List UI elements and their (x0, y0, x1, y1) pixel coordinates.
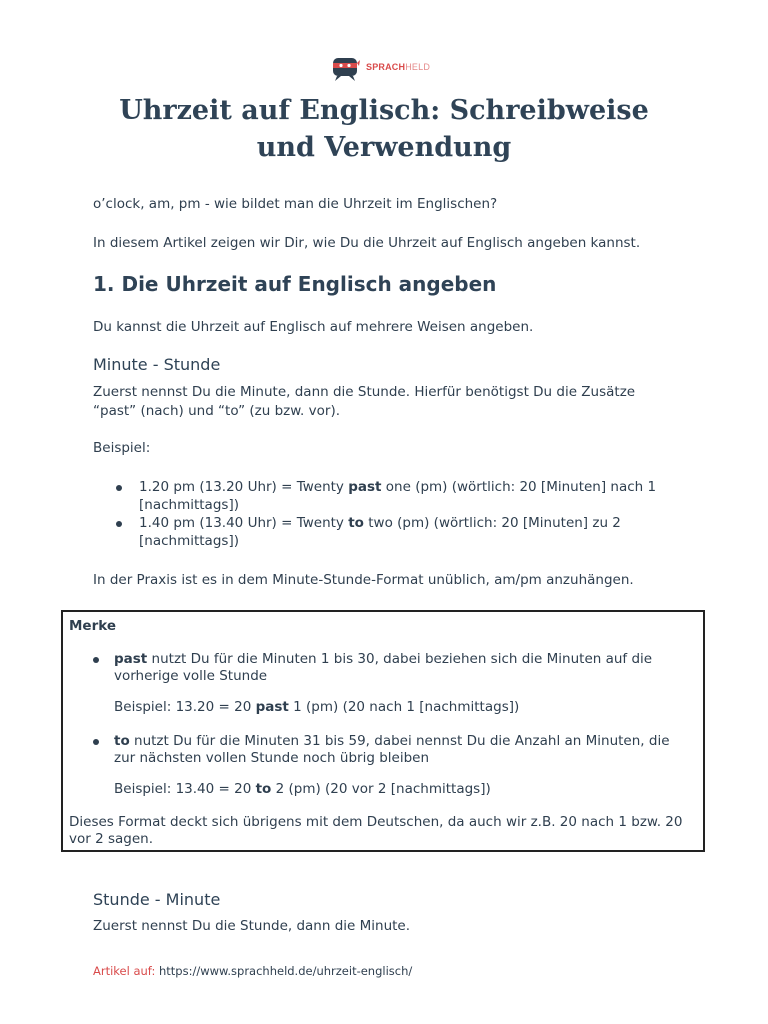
list-item: 1.40 pm (13.40 Uhr) = Twenty to two (pm) (wörtlich: 20 [Minuten] zu 2 [nachmittags]) (93, 514, 699, 550)
section-text: Du kannst die Uhrzeit auf Englisch auf mehrere Weisen angeben. (93, 319, 534, 335)
section-heading: 1. Die Uhrzeit auf Englisch angeben (93, 272, 497, 296)
logo-text: SPRACHHELD (366, 62, 431, 72)
page-title (0, 92, 768, 166)
list-item: 1.20 pm (13.20 Uhr) = Twenty past one (pm) (wörtlich: 20 [Minuten] nach 1 [nachmittags]) (93, 478, 699, 514)
bullet-icon (116, 521, 122, 527)
footer (93, 963, 412, 979)
intro-question: o’clock, am, pm - wie bildet man die Uhrzeit im Englischen? (93, 196, 498, 212)
example-list (93, 478, 699, 550)
explanation-line-1: Zuerst nennst Du die Minute, dann die Stunde. Hierfür benötigst Du die Zusätze (93, 384, 636, 400)
footer-label: Artikel auf: (93, 964, 159, 978)
bullet-icon (93, 657, 99, 663)
stunde-minute-text: Zuerst nennst Du die Stunde, dann die Minute. (93, 918, 411, 934)
merke-example-to: Beispiel: 13.40 = 20 to 2 (pm) (20 vor 2 [nachmittags]) (114, 781, 491, 797)
title-line-1: Uhrzeit auf Englisch: Schreibweise (119, 95, 649, 126)
bullet-icon (93, 739, 99, 745)
footer-link[interactable]: https://www.sprachheld.de/uhrzeit-englisch/ (158, 964, 413, 978)
merke-note: Dieses Format deckt sich übrigens mit dem Deutschen, da auch wir z.B. 20 nach 1 bzw. 20 vor 2 sagen. (69, 814, 683, 847)
sprachheld-logo (330, 52, 430, 82)
explanation-line-2: “past” (nach) und “to” (zu bzw. vor). (93, 403, 341, 419)
merke-bullet-past: past nutzt Du für die Minuten 1 bis 30, dabei beziehen sich die Minuten auf die vorherige volle Stunde (114, 651, 653, 684)
beispiel-label: Beispiel: (93, 440, 151, 456)
intro-text: In diesem Artikel zeigen wir Dir, wie Du die Uhrzeit auf Englisch angeben kannst. (93, 235, 641, 251)
title-line-2: und Verwendung (256, 132, 512, 163)
bullet-icon (116, 485, 122, 491)
merke-title: Merke (69, 618, 117, 634)
merke-bullet-to: to nutzt Du für die Minuten 31 bis 59, dabei nennst Du die Anzahl an Minuten, die zur nächsten vollen Stunde noch übrig bleiben (114, 733, 670, 766)
praxis-text: In der Praxis ist es in dem Minute-Stunde-Format unüblich, am/pm anzuhängen. (93, 572, 634, 588)
subheading-minute-stunde: Minute - Stunde (93, 355, 221, 374)
ninja-mascot-icon (330, 52, 360, 82)
merke-example-past: Beispiel: 13.20 = 20 past 1 (pm) (20 nach 1 [nachmittags]) (114, 699, 520, 715)
merke-box (61, 610, 705, 852)
subheading-stunde-minute: Stunde - Minute (93, 890, 221, 909)
